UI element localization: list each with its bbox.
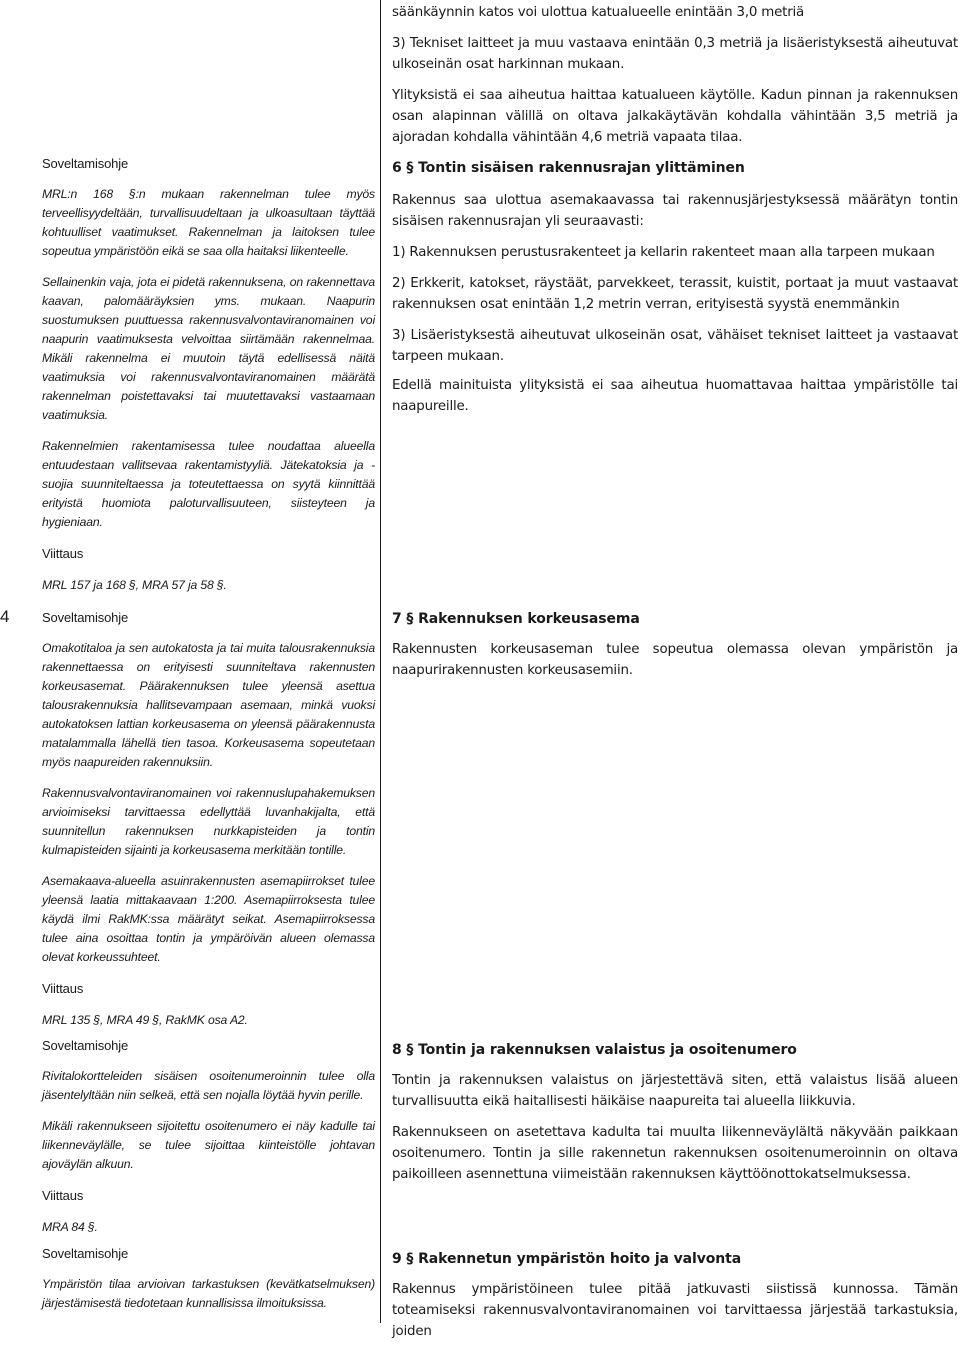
section-7 (392, 609, 958, 686)
body-paragraph: Edellä mainituista ylityksistä ei saa aiheutua huomattavaa haittaa ympäristölle tai naapureille. (392, 378, 958, 414)
guidance-paragraph: Mikäli rakennukseen sijoitettu osoitenumero ei näy kadulle tai liikenneväylälle, se tulee sijoittaa kiinteistölle johtavan ajoväylän alkuun. (42, 1119, 375, 1171)
section-6 (392, 158, 958, 422)
guidance-block-1 (42, 154, 375, 607)
body-paragraph: Rakennukseen on asetettava kadulta tai muulta liikenneväylältä näkyvään paikkaan osoitenumero. Tontin ja sille rakennetun rakennuksen osoitenumeroinnin on oltava paikoilleen asennettuna viimeistään rakennuksen käyttöönottokatselmuksessa. (392, 1125, 958, 1182)
guidance-paragraph: MRL:n 168 §:n mukaan rakennelman tulee myös terveellisyydeltään, turvallisuudeltaan ja ulkoasultaan täyttää kohtuulliset vaatimukset. Rakennelman ja laitoksen tulee sopeutua ympäristöön eikä se saa olla haitaksi liikenteelle. (42, 187, 375, 258)
body-paragraph: Ylityksistä ei saa aiheutua haittaa katualueen käytölle. Kadun pinnan ja rakennuksen osan alapinnan välillä on oltava jalkakäytävän kohdalla vähintään 3,5 metriä ja ajoradan kohdalla vähintään 4,6 metriä vapaata tilaa. (392, 88, 958, 145)
guidance-heading: Soveltamisohje (42, 156, 129, 171)
guidance-paragraph: Asemakaava-alueella asuinrakennusten asemapiirrokset tulee yleensä laatia mittakaavaan 1:200. Asemapiirroksesta tulee käydä ilmi RakMK:ssa määrätyt seikat. Asemapiirroksessa tulee aina osoittaa tontin ja ympäröivän alueen olemassa olevat korkeussuhteet. (42, 874, 375, 964)
reference-text: MRL 157 ja 168 §, MRA 57 ja 58 §. (42, 578, 227, 592)
guidance-paragraph: Ympäristön tilaa arvioivan tarkastuksen (kevätkatselmuksen) järjestämisestä tiedotetaan kunnallisissa ilmoituksissa. (42, 1277, 375, 1310)
guidance-paragraph: Rivitalokortteleiden sisäisen osoitenumeroinnin tulee olla jäsentelyltään niin selkeä, että sen nojalla löytää hyvin perille. (42, 1069, 375, 1102)
section-heading: 8 § Tontin ja rakennuksen valaistus ja osoitenumero (392, 1042, 797, 1058)
body-paragraph: Rakennus ympäristöineen tulee pitää jatkuvasti siistissä kunnossa. Tämän toteamiseksi rakennusvalvontaviranomainen voi tarvittaessa järjestää tarkastuksia, joiden (392, 1282, 958, 1339)
reference-heading: Viittaus (42, 981, 84, 996)
page-number: 4 (0, 607, 10, 626)
guidance-heading: Soveltamisohje (42, 1038, 129, 1053)
guidance-heading: Soveltamisohje (42, 610, 129, 625)
section-8 (392, 1040, 958, 1190)
body-paragraph: 1) Rakennuksen perustusrakenteet ja kellarin rakenteet maan alla tarpeen mukaan (392, 245, 935, 260)
guidance-paragraph: Sellainenkin vaja, jota ei pidetä rakennuksena, on rakennettava kaavan, palomääräyksien yms. mukaan. Naapurin suostumuksen puuttuessa rakennusvalvontaviranomainen voi naapurin vaatimuksesta velvoittaa siirtämään rakennelmaa. Mikäli rakennelma ei muutoin täytä edellisessä näitä vaatimuksia voi rakennusvalvontaviranomainen määrätä rakennelman poistettavaksi tai muutettavaksi vastaamaan vaatimuksia. (42, 275, 375, 422)
body-paragraph: 2) Erkkerit, katokset, räystäät, parvekkeet, terassit, kuistit, portaat ja muut vastaavat rakennuksen osat enintään 1,2 metrin verran, erityisestä syystä enemmänkin (392, 276, 958, 312)
guidance-paragraph: Rakennelmien rakentamisessa tulee noudattaa alueella entuudestaan vallitsevaa rakentamistyyliä. Jätekatoksia ja -suojia suunniteltaessa ja toteutettaessa on syytä kiinnittää erityistä huomiota paloturvallisuuteen, siisteyteen ja hygieniaan. (42, 439, 375, 529)
guidance-block-3 (42, 1036, 375, 1249)
reference-text: MRL 135 §, MRA 49 §, RakMK osa A2. (42, 1013, 248, 1027)
body-paragraph: Tontin ja rakennuksen valaistus on järjestettävä siten, että valaistus lisää alueen turvallisuutta eikä haitallisesti häikäise naapureita tai alueella liikkuvia. (392, 1073, 958, 1109)
guidance-heading: Soveltamisohje (42, 1246, 129, 1261)
body-paragraph: 3) Lisäeristyksestä aiheutuvat ulkoseinän osat, vähäiset tekniset laitteet ja vastaavat tarpeen mukaan. (392, 328, 958, 364)
reference-text: MRA 84 §. (42, 1220, 98, 1234)
body-paragraph: Rakennusten korkeusaseman tulee sopeutua olemassa olevan ympäristön ja naapurirakennusten korkeusasemiin. (392, 642, 958, 678)
section-heading: 7 § Rakennuksen korkeusasema (392, 611, 640, 627)
continued-section-5 (392, 2, 958, 153)
body-paragraph: Rakennus saa ulottua asemakaavassa tai rakennusjärjestyksessä määrätyn tontin sisäisen rakennusrajan yli seuraavasti: (392, 193, 958, 229)
section-heading: 6 § Tontin sisäisen rakennusrajan ylittäminen (392, 160, 745, 176)
guidance-block-2 (42, 608, 375, 1042)
column-divider (380, 0, 381, 1323)
body-paragraph: 3) Tekniset laitteet ja muu vastaava enintään 0,3 metriä ja lisäeristyksestä aiheutuvat ulkoseinän osat harkinnan mukaan. (392, 36, 958, 72)
reference-heading: Viittaus (42, 1188, 84, 1203)
guidance-block-4 (42, 1244, 375, 1325)
guidance-paragraph: Rakennusvalvontaviranomainen voi rakennuslupahakemuksen arvioimiseksi tarvittaessa edellyttää luvanhakijalta, että suunnitellun rakennuksen nurkkapisteiden ja tontin kulmapisteiden sijainti ja korkeusasema merkitään tontille. (42, 786, 375, 857)
section-9 (392, 1249, 958, 1347)
body-paragraph: säänkäynnin katos voi ulottua katualueelle enintään 3,0 metriä (392, 5, 805, 20)
reference-heading: Viittaus (42, 546, 84, 561)
guidance-paragraph: Omakotitaloa ja sen autokatosta ja tai muita talousrakennuksia rakennettaessa on erityisesti suunniteltava rakennusten korkeusasemat. Päärakennuksen tulee yleensä asettua talousrakennuksia hallitsevampaan asemaan, minkä vuoksi autokatoksen lattian korkeusasema on yleensä päärakennusta matalammalla lähellä tien tasoa. Korkeusasema sopeutetaan myös naapureiden rakennuksiin. (42, 641, 375, 769)
section-heading: 9 § Rakennetun ympäristön hoito ja valvonta (392, 1251, 742, 1267)
